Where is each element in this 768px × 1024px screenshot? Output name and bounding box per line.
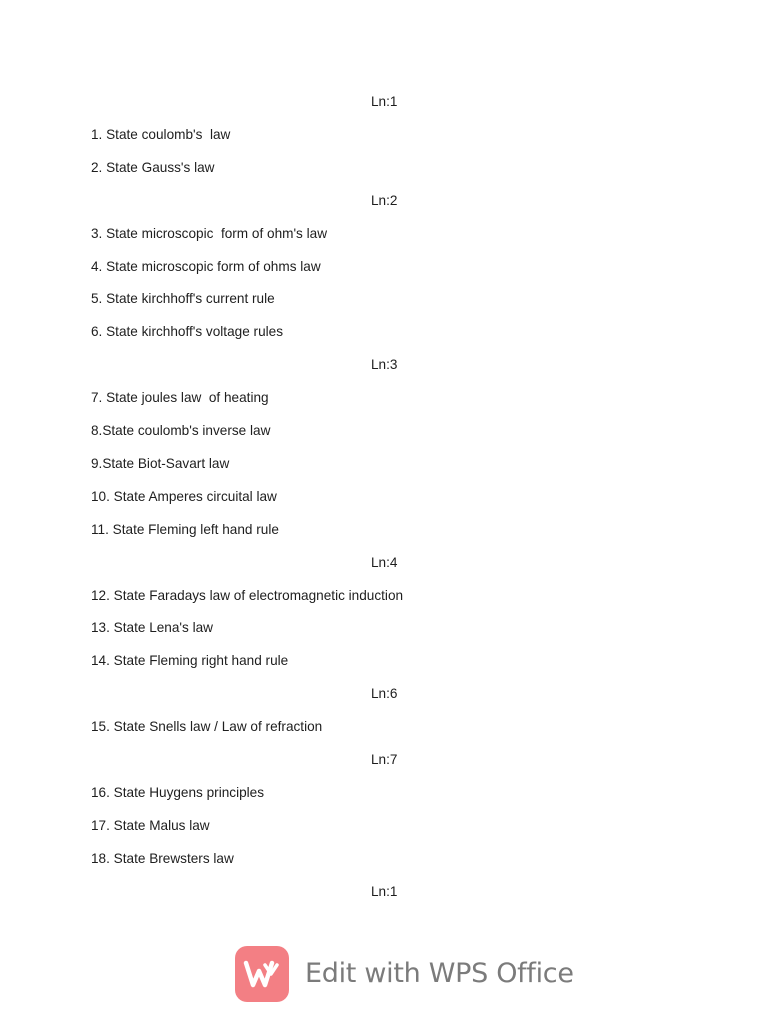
chapter-heading: Ln:7 <box>371 752 398 767</box>
question-item: 9.State Biot-Savart law <box>91 455 230 471</box>
question-item: 10. State Amperes circuital law <box>91 488 277 504</box>
question-item: 12. State Faradays law of electromagnetic induction <box>91 587 404 603</box>
question-item: 13. State Lena's law <box>91 620 213 636</box>
question-item: 4. State microscopic form of ohms law <box>91 258 321 274</box>
question-item: 11. State Fleming left hand rule <box>91 521 279 537</box>
watermark-text: Edit with WPS Office <box>305 958 574 989</box>
chapter-heading: Ln:3 <box>371 357 398 373</box>
chapter-heading: Ln:2 <box>371 192 398 208</box>
question-item: 15. State Snells law / Law of refraction <box>91 719 323 735</box>
chapter-heading: Ln:1 <box>371 883 398 899</box>
edit-with-wps-watermark[interactable] <box>235 946 574 1002</box>
question-item: 1. State coulomb's law <box>91 126 231 142</box>
question-item: 8.State coulomb's inverse law <box>91 423 271 438</box>
question-item: 6. State kirchhoff's voltage rules <box>91 324 284 340</box>
question-item: 18. State Brewsters law <box>91 850 234 866</box>
chapter-heading: Ln:6 <box>371 686 398 702</box>
question-item: 3. State microscopic form of ohm's law <box>91 225 328 241</box>
chapter-heading: Ln:1 <box>371 94 398 109</box>
question-item: 5. State kirchhoff's current rule <box>91 291 275 307</box>
question-item: 16. State Huygens principles <box>91 784 265 800</box>
chapter-heading: Ln:4 <box>371 554 398 570</box>
question-item: 7. State joules law of heating <box>91 390 269 406</box>
wps-office-logo-icon <box>235 946 289 1002</box>
question-item: 2. State Gauss's law <box>91 159 215 175</box>
question-item: 17. State Malus law <box>91 817 210 833</box>
question-item: 14. State Fleming right hand rule <box>91 653 289 669</box>
